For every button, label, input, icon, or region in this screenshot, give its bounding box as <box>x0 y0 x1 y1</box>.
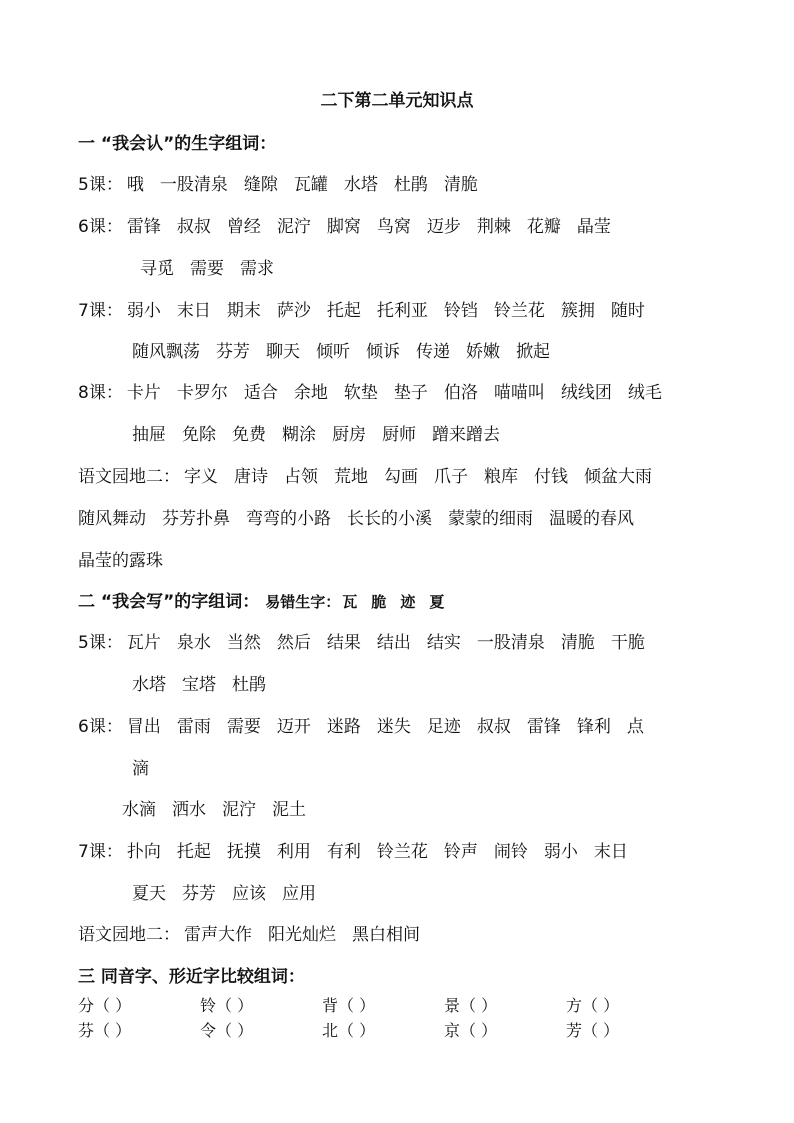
vocab-word: 爪子 <box>434 467 468 487</box>
compare-char: 京 <box>444 1021 461 1040</box>
s2-lesson7 <box>78 837 660 862</box>
vocab-word: 迈开 <box>276 717 311 737</box>
vocab-word: 迹 <box>400 593 416 611</box>
vocab-word: 铃兰花 <box>376 842 428 862</box>
vocab-word: 当然 <box>226 633 261 653</box>
vocab-word: 长长的小溪 <box>347 509 432 529</box>
vocab-word: 利用 <box>276 842 311 862</box>
vocab-word: 锋利 <box>576 717 611 737</box>
lesson-label: 7课： <box>78 842 123 862</box>
s1-lesson7-cont <box>132 337 582 362</box>
vocab-word: 鸟窝 <box>376 217 411 237</box>
vocab-word: 芬芳扑鼻 <box>162 509 230 529</box>
vocab-word: 需求 <box>240 259 274 279</box>
vocab-word: 倾诉 <box>366 342 400 362</box>
compare-item <box>78 993 200 1016</box>
vocab-word: 需要 <box>226 717 261 737</box>
vocab-word: 托起 <box>326 301 361 321</box>
vocab-word: 有利 <box>326 842 361 862</box>
vocab-word: 干脆 <box>610 633 645 653</box>
vocab-word: 结出 <box>376 633 411 653</box>
vocab-word: 期末 <box>226 301 261 321</box>
compare-row-1 <box>78 993 646 1016</box>
vocab-word: 缝隙 <box>243 175 278 195</box>
vocab-word: 托利亚 <box>376 301 428 321</box>
vocab-word: 水滴 <box>122 800 156 820</box>
vocab-word: 簇拥 <box>560 301 595 321</box>
page-title: 二下第二单元知识点 <box>320 91 474 111</box>
vocab-word: 叔叔 <box>176 217 211 237</box>
s2-lesson7-cont <box>132 879 348 904</box>
s1-garden <box>78 462 684 487</box>
vocab-word: 末日 <box>176 301 211 321</box>
compare-char: 方 <box>566 996 583 1015</box>
vocab-word: 弱小 <box>543 842 578 862</box>
compare-row-2 <box>78 1018 646 1041</box>
vocab-word: 适合 <box>243 383 278 403</box>
vocab-word: 一股清泉 <box>159 175 228 195</box>
vocab-word: 付钱 <box>534 467 568 487</box>
vocab-word: 瓦 <box>342 593 358 611</box>
vocab-word: 铃兰花 <box>493 301 545 321</box>
vocab-word: 娇嫩 <box>466 342 500 362</box>
s1-lesson6 <box>78 212 643 237</box>
vocab-word: 粮库 <box>484 467 518 487</box>
vocab-word: 脚窝 <box>326 217 361 237</box>
vocab-word: 掀起 <box>516 342 550 362</box>
vocab-word: 闹铃 <box>493 842 528 862</box>
vocab-word: 芬芳 <box>216 342 250 362</box>
vocab-word: 扑向 <box>126 842 161 862</box>
vocab-word: 清脆 <box>443 175 478 195</box>
vocab-word: 迈步 <box>426 217 461 237</box>
section-1-heading: 一 “我会认”的生字组词： <box>78 134 277 154</box>
vocab-word: 应用 <box>282 884 316 904</box>
vocab-word: 弯弯的小路 <box>246 509 331 529</box>
vocab-word: 迷路 <box>326 717 361 737</box>
vocab-word: 泥泞 <box>276 217 311 237</box>
compare-char: 分 <box>78 996 95 1015</box>
vocab-word: 字义 <box>184 467 218 487</box>
vocab-word: 叔叔 <box>476 717 511 737</box>
s2-lesson6-cont <box>132 754 181 779</box>
vocab-word: 脆 <box>371 593 387 611</box>
answer-blank[interactable]: （ ） <box>94 996 132 1015</box>
s1-garden-cont2 <box>78 546 195 571</box>
vocab-word: 瓦片 <box>126 633 161 653</box>
vocab-word: 足迹 <box>426 717 461 737</box>
vocab-word: 泉水 <box>176 633 211 653</box>
vocab-word: 泥泞 <box>222 800 256 820</box>
answer-blank[interactable]: （ ） <box>338 996 376 1015</box>
vocab-word: 应该 <box>232 884 266 904</box>
vocab-word: 洒水 <box>172 800 206 820</box>
compare-char: 令 <box>200 1021 217 1040</box>
vocab-word: 曾经 <box>226 217 261 237</box>
vocab-word: 末日 <box>593 842 628 862</box>
vocab-word: 倾盆大雨 <box>584 467 652 487</box>
vocab-word: 结实 <box>426 633 461 653</box>
vocab-word: 垫子 <box>393 383 428 403</box>
vocab-word: 点 <box>626 717 644 737</box>
vocab-word: 喵喵叫 <box>493 383 545 403</box>
error-prone-label: 易错生字： <box>265 593 341 611</box>
answer-blank[interactable]: （ ） <box>460 1021 498 1040</box>
vocab-word: 绒毛 <box>627 383 662 403</box>
lesson-label: 6课： <box>78 217 123 237</box>
compare-item <box>566 993 646 1016</box>
section-2-heading <box>78 587 474 612</box>
compare-item <box>322 1018 444 1041</box>
vocab-word: 免费 <box>232 425 266 445</box>
vocab-word: 聊天 <box>266 342 300 362</box>
vocab-word: 余地 <box>293 383 328 403</box>
s1-garden-cont <box>78 504 666 529</box>
answer-blank[interactable]: （ ） <box>216 1021 254 1040</box>
compare-char: 景 <box>444 996 461 1015</box>
vocab-word: 芬芳 <box>182 884 216 904</box>
vocab-word: 厨房 <box>332 425 366 445</box>
vocab-word: 寻觅 <box>140 259 174 279</box>
vocab-word: 随风飘荡 <box>132 342 200 362</box>
answer-blank[interactable]: （ ） <box>216 996 254 1015</box>
vocab-word: 宝塔 <box>182 675 216 695</box>
vocab-word: 水塔 <box>343 175 378 195</box>
garden-label: 语文园地二： <box>78 925 180 945</box>
vocab-word: 晶莹 <box>576 217 611 237</box>
compare-item <box>200 993 322 1016</box>
vocab-word: 夏 <box>429 593 445 611</box>
compare-item <box>322 993 444 1016</box>
compare-char: 北 <box>322 1021 339 1040</box>
vocab-word: 萨沙 <box>276 301 311 321</box>
vocab-word: 卡片 <box>126 383 161 403</box>
garden-label: 语文园地二： <box>78 467 180 487</box>
vocab-word: 蒙蒙的细雨 <box>448 509 533 529</box>
vocab-word: 蹭来蹭去 <box>432 425 500 445</box>
vocab-word: 泥土 <box>272 800 306 820</box>
vocab-word: 倾听 <box>316 342 350 362</box>
vocab-word: 厨师 <box>382 425 416 445</box>
vocab-word: 需要 <box>190 259 224 279</box>
vocab-word: 杜鹃 <box>232 675 266 695</box>
lesson-label: 8课： <box>78 383 123 403</box>
vocab-word: 免除 <box>182 425 216 445</box>
vocab-word: 铃铛 <box>443 301 478 321</box>
compare-item <box>566 1018 646 1041</box>
vocab-word: 雷锋 <box>526 717 561 737</box>
s2-garden <box>78 920 452 945</box>
s1-lesson7 <box>78 296 677 321</box>
s1-lesson8 <box>78 378 694 403</box>
vocab-word: 温暖的春风 <box>549 509 634 529</box>
answer-blank[interactable]: （ ） <box>460 996 498 1015</box>
vocab-word: 铃声 <box>443 842 478 862</box>
vocab-word: 荒地 <box>334 467 368 487</box>
compare-char: 芬 <box>78 1021 95 1040</box>
vocab-word: 软垫 <box>343 383 378 403</box>
vocab-word: 清脆 <box>560 633 595 653</box>
s1-lesson8-cont <box>132 420 532 445</box>
compare-item <box>78 1018 200 1041</box>
vocab-word: 托起 <box>176 842 211 862</box>
vocab-word: 雷雨 <box>176 717 211 737</box>
vocab-word: 传递 <box>416 342 450 362</box>
vocab-word: 唐诗 <box>234 467 268 487</box>
answer-blank[interactable]: （ ） <box>94 1021 132 1040</box>
vocab-word: 滴 <box>132 759 149 779</box>
compare-item <box>200 1018 322 1041</box>
vocab-word: 夏天 <box>132 884 166 904</box>
vocab-word: 占领 <box>284 467 318 487</box>
compare-char: 背 <box>322 996 339 1015</box>
vocab-word: 荆棘 <box>476 217 511 237</box>
vocab-word: 结果 <box>326 633 361 653</box>
vocab-word: 弱小 <box>126 301 161 321</box>
s2-lesson6-cont2 <box>122 795 338 820</box>
vocab-word: 花瓣 <box>526 217 561 237</box>
vocab-word: 杜鹃 <box>393 175 428 195</box>
vocab-word: 然后 <box>276 633 311 653</box>
vocab-word: 抽屉 <box>132 425 166 445</box>
s2-lesson6 <box>78 712 676 737</box>
vocab-word: 抚摸 <box>226 842 261 862</box>
vocab-word: 瓦罐 <box>293 175 328 195</box>
s2-lesson5-cont <box>132 670 298 695</box>
vocab-word: 晶莹的露珠 <box>78 551 163 571</box>
vocab-word: 糊涂 <box>282 425 316 445</box>
s1-lesson5 <box>78 170 510 195</box>
vocab-word: 阳光灿烂 <box>268 925 336 945</box>
compare-item <box>444 993 566 1016</box>
lesson-label: 6课： <box>78 717 123 737</box>
vocab-word: 冒出 <box>126 717 161 737</box>
s2-lesson5 <box>78 628 677 653</box>
vocab-word: 伯洛 <box>443 383 478 403</box>
vocab-word: 随风舞动 <box>78 509 146 529</box>
vocab-word: 卡罗尔 <box>176 383 228 403</box>
answer-blank[interactable]: （ ） <box>582 996 620 1015</box>
compare-char: 芳 <box>566 1021 583 1040</box>
vocab-word: 一股清泉 <box>476 633 545 653</box>
s1-lesson6-cont <box>140 254 306 279</box>
answer-blank[interactable]: （ ） <box>582 1021 620 1040</box>
section-2-title: 二 “我会写”的字组词： <box>78 592 260 612</box>
vocab-word: 雷锋 <box>126 217 161 237</box>
vocab-word: 黑白相间 <box>352 925 420 945</box>
compare-item <box>444 1018 566 1041</box>
section-3-heading: 三 同音字、形近字比较组词： <box>78 967 305 987</box>
lesson-label: 5课： <box>78 633 123 653</box>
vocab-word: 绒线团 <box>560 383 612 403</box>
lesson-label: 7课： <box>78 301 123 321</box>
compare-char: 铃 <box>200 996 217 1015</box>
vocab-word: 迷失 <box>376 717 411 737</box>
lesson-label: 5课： <box>78 175 123 195</box>
vocab-word: 哦 <box>126 175 144 195</box>
vocab-word: 随时 <box>610 301 645 321</box>
answer-blank[interactable]: （ ） <box>338 1021 376 1040</box>
vocab-word: 雷声大作 <box>184 925 252 945</box>
vocab-word: 水塔 <box>132 675 166 695</box>
vocab-word: 勾画 <box>384 467 418 487</box>
